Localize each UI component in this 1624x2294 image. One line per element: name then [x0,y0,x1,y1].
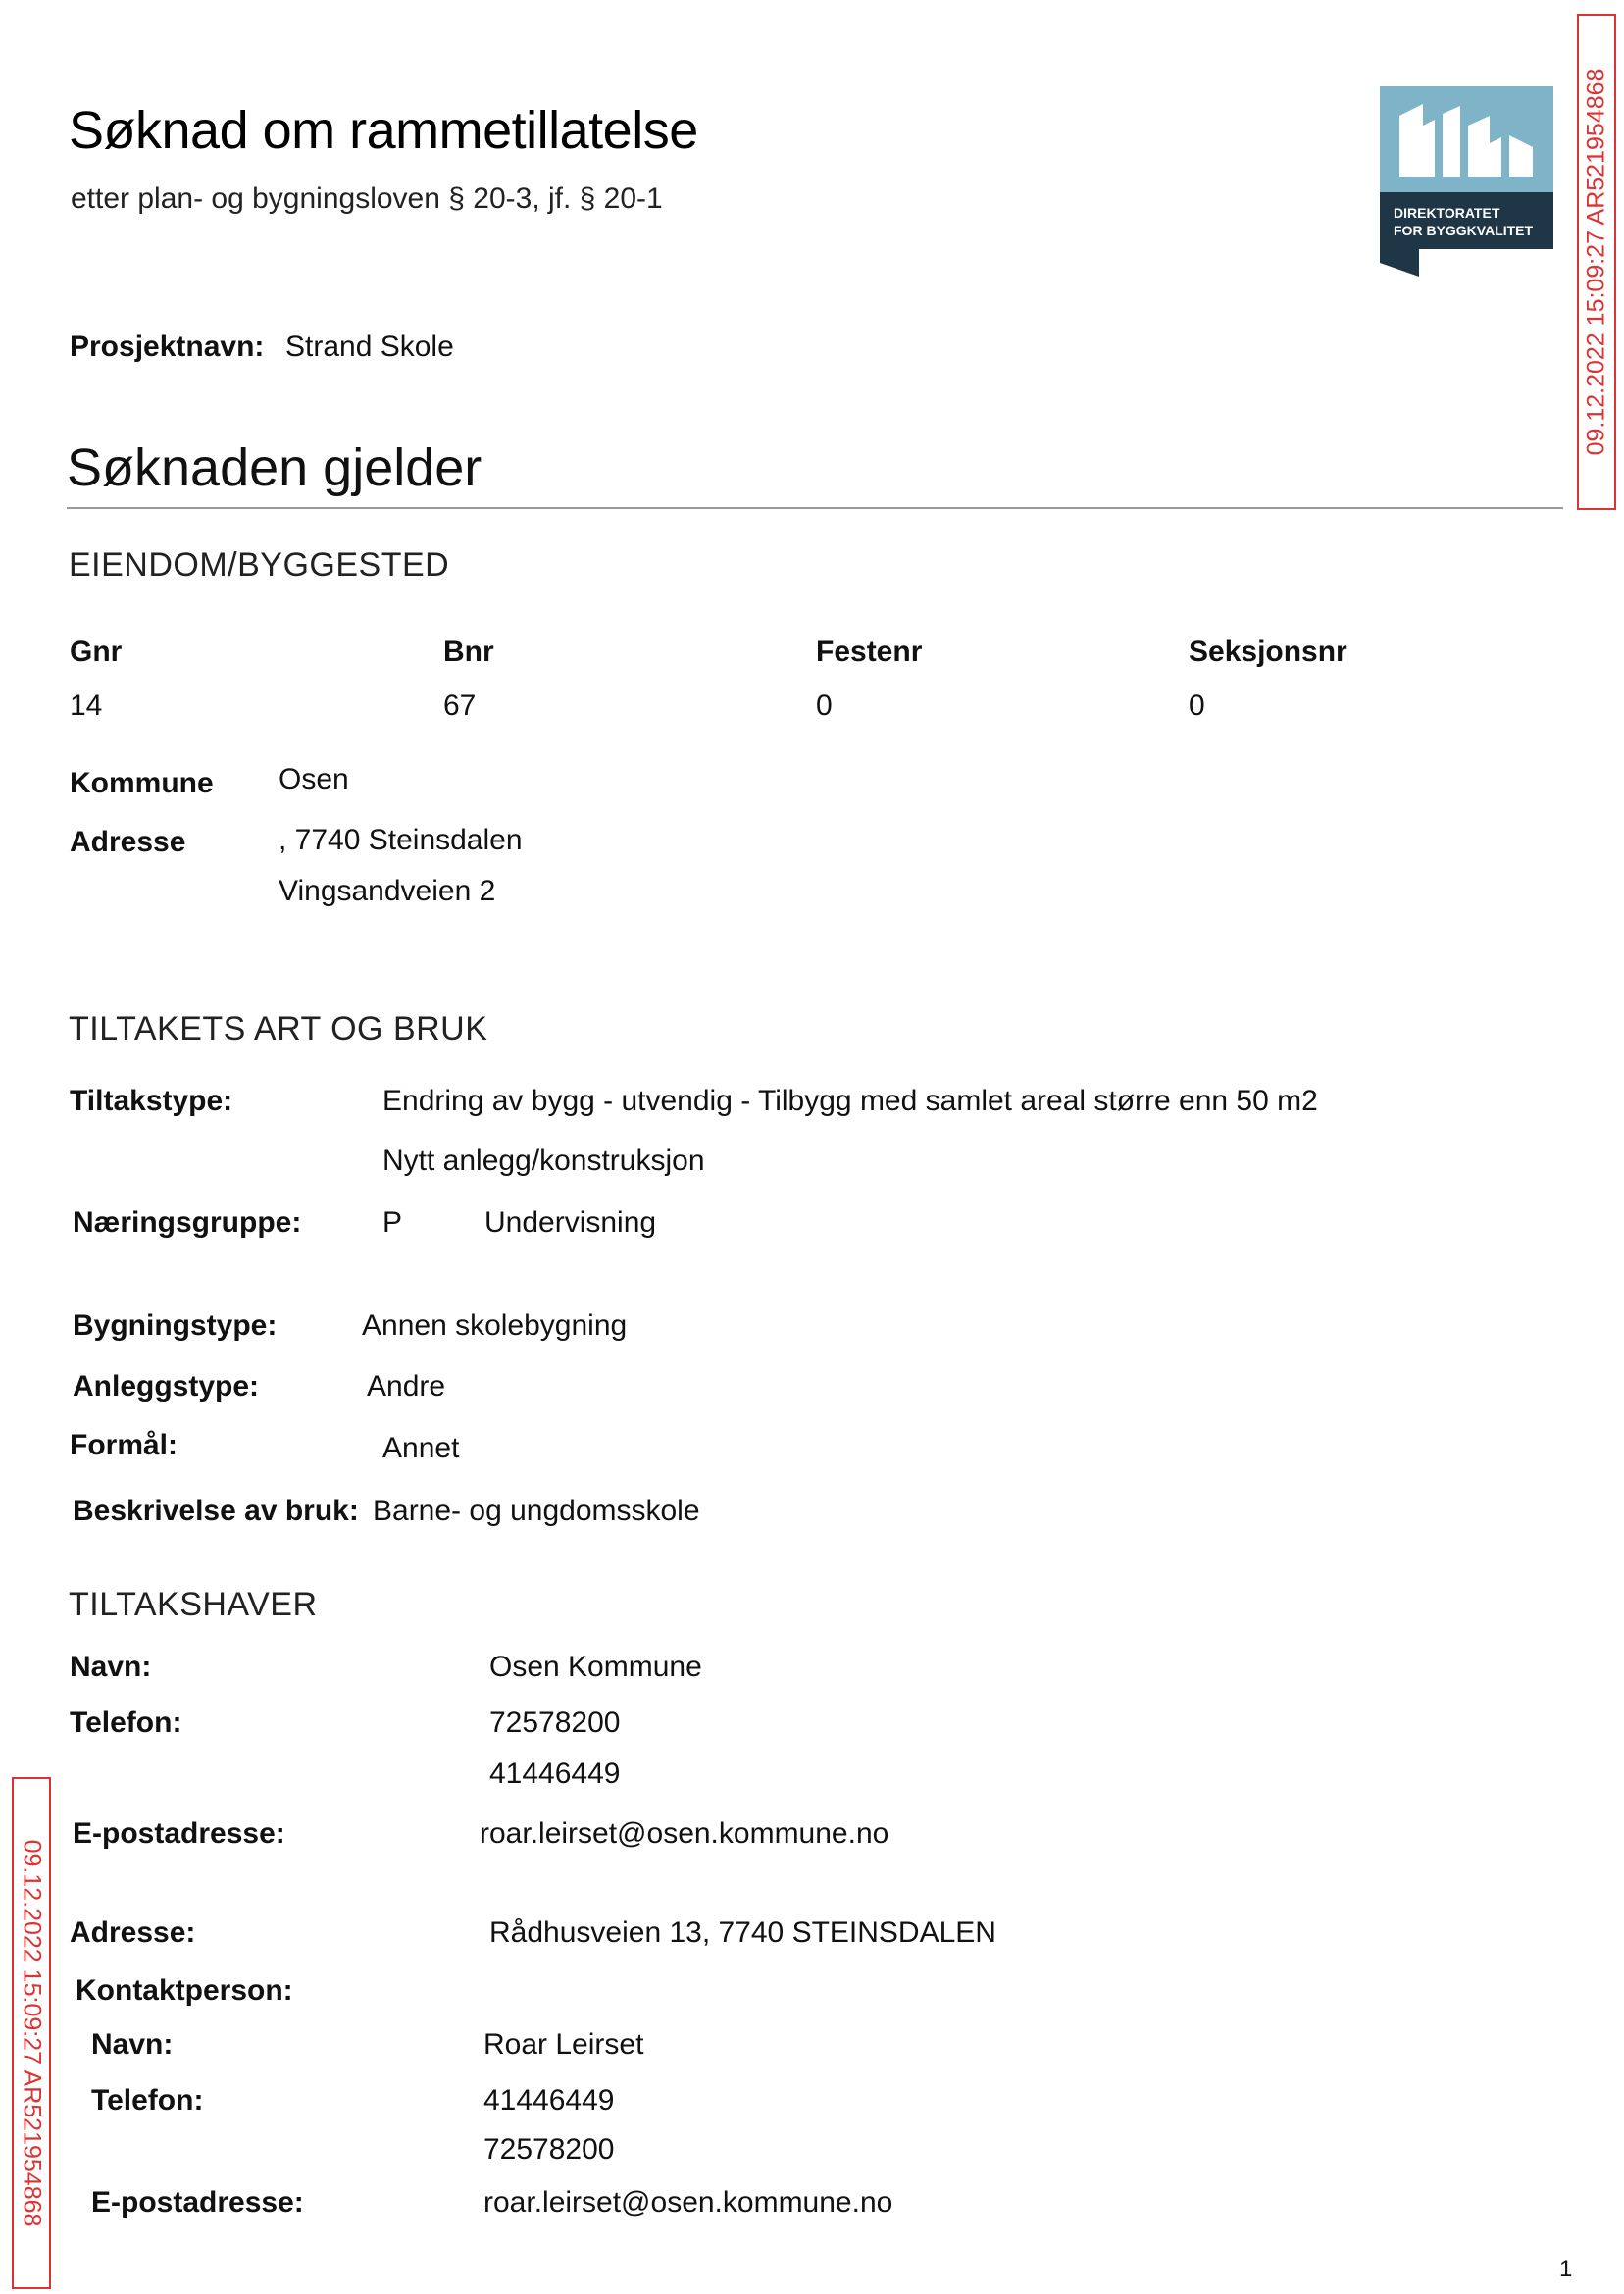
kontakt-navn-label: Navn: [91,2028,174,2061]
tiltakshaver-telefon-label: Telefon: [70,1707,182,1739]
archive-stamp-left [12,1777,51,2289]
seksjonsnr-label: Seksjonsnr [1189,636,1347,668]
archive-stamp-top-text: 09.12.2022 15:09:27 AR521954868 [1582,68,1610,456]
naeringsgruppe-code: P [382,1206,403,1239]
dibk-logo-icon [1380,86,1553,277]
logo-text-line2: FOR BYGGKVALITET [1394,223,1534,238]
tiltakstype-label: Tiltakstype: [70,1085,233,1117]
kommune-value: Osen [279,763,349,795]
project-value: Strand Skole [285,331,454,363]
tiltakshaver-telefon-value2: 41446449 [489,1758,621,1790]
bygningstype-value: Annen skolebygning [362,1309,628,1342]
kontakt-epost-label: E-postadresse: [91,2186,304,2218]
archive-stamp-top [1577,14,1616,510]
kontakt-epost-value: roar.leirset@osen.kommune.no [483,2186,893,2218]
page-number: 1 [1559,2256,1573,2282]
adresse-line2: Vingsandveien 2 [279,875,496,907]
adresse-label: Adresse [70,826,186,858]
kontakt-telefon-value1: 41446449 [483,2084,615,2116]
gnr-label: Gnr [70,636,123,668]
archive-stamp-left-text: 09.12.2022 15:09:27 AR521954868 [18,1839,46,2227]
tiltakshaver-adresse-value: Rådhusveien 13, 7740 STEINSDALEN [489,1916,996,1949]
section-divider [67,507,1563,509]
tiltakshaver-navn-label: Navn: [70,1651,152,1683]
tiltakshaver-adresse-label: Adresse: [70,1916,196,1949]
naeringsgruppe-value: Undervisning [484,1206,657,1239]
naeringsgruppe-label: Næringsgruppe: [73,1206,302,1239]
beskrivelse-value: Barne- og ungdomsskole [373,1495,700,1527]
document-subtitle: etter plan- og bygningsloven § 20-3, jf. § 20-1 [71,182,663,215]
property-heading: EIENDOM/BYGGESTED [69,546,450,584]
tiltakshaver-epost-value: roar.leirset@osen.kommune.no [480,1817,889,1850]
anleggstype-value: Andre [367,1370,446,1402]
section-heading-soknaden: Søknaden gjelder [67,438,482,497]
kontakt-telefon-value2: 72578200 [483,2133,615,2166]
tiltakstype-line1: Endring av bygg - utvendig - Tilbygg med samlet areal større enn 50 m2 [382,1085,1318,1117]
tiltakshaver-telefon-value1: 72578200 [489,1707,621,1739]
kontaktperson-label: Kontaktperson: [76,1974,293,2007]
project-label: Prosjektnavn: [70,331,265,363]
tiltakshaver-epost-label: E-postadresse: [73,1817,285,1850]
formal-label: Formål: [70,1429,178,1461]
tiltakshaver-navn-value: Osen Kommune [489,1651,702,1683]
adresse-line1: , 7740 Steinsdalen [279,824,523,856]
anleggstype-label: Anleggstype: [73,1370,260,1402]
seksjonsnr-value: 0 [1189,689,1205,722]
logo-text-line1: DIREKTORATET [1394,205,1500,221]
kontakt-navn-value: Roar Leirset [483,2028,644,2061]
beskrivelse-label: Beskrivelse av bruk: [73,1495,359,1527]
dibk-logo [1380,86,1553,277]
gnr-value: 14 [70,689,103,722]
tiltak-heading: TILTAKETS ART OG BRUK [69,1010,488,1047]
document-title: Søknad om rammetillatelse [69,101,698,160]
festenr-label: Festenr [816,636,923,668]
formal-value: Annet [382,1432,460,1464]
kontakt-telefon-label: Telefon: [91,2084,204,2116]
bnr-value: 67 [443,689,477,722]
bygningstype-label: Bygningstype: [73,1309,278,1342]
bnr-label: Bnr [443,636,494,668]
tiltakstype-line2: Nytt anlegg/konstruksjon [382,1145,705,1177]
tiltakshaver-heading: TILTAKSHAVER [69,1586,318,1623]
festenr-value: 0 [816,689,833,722]
kommune-label: Kommune [70,767,214,799]
